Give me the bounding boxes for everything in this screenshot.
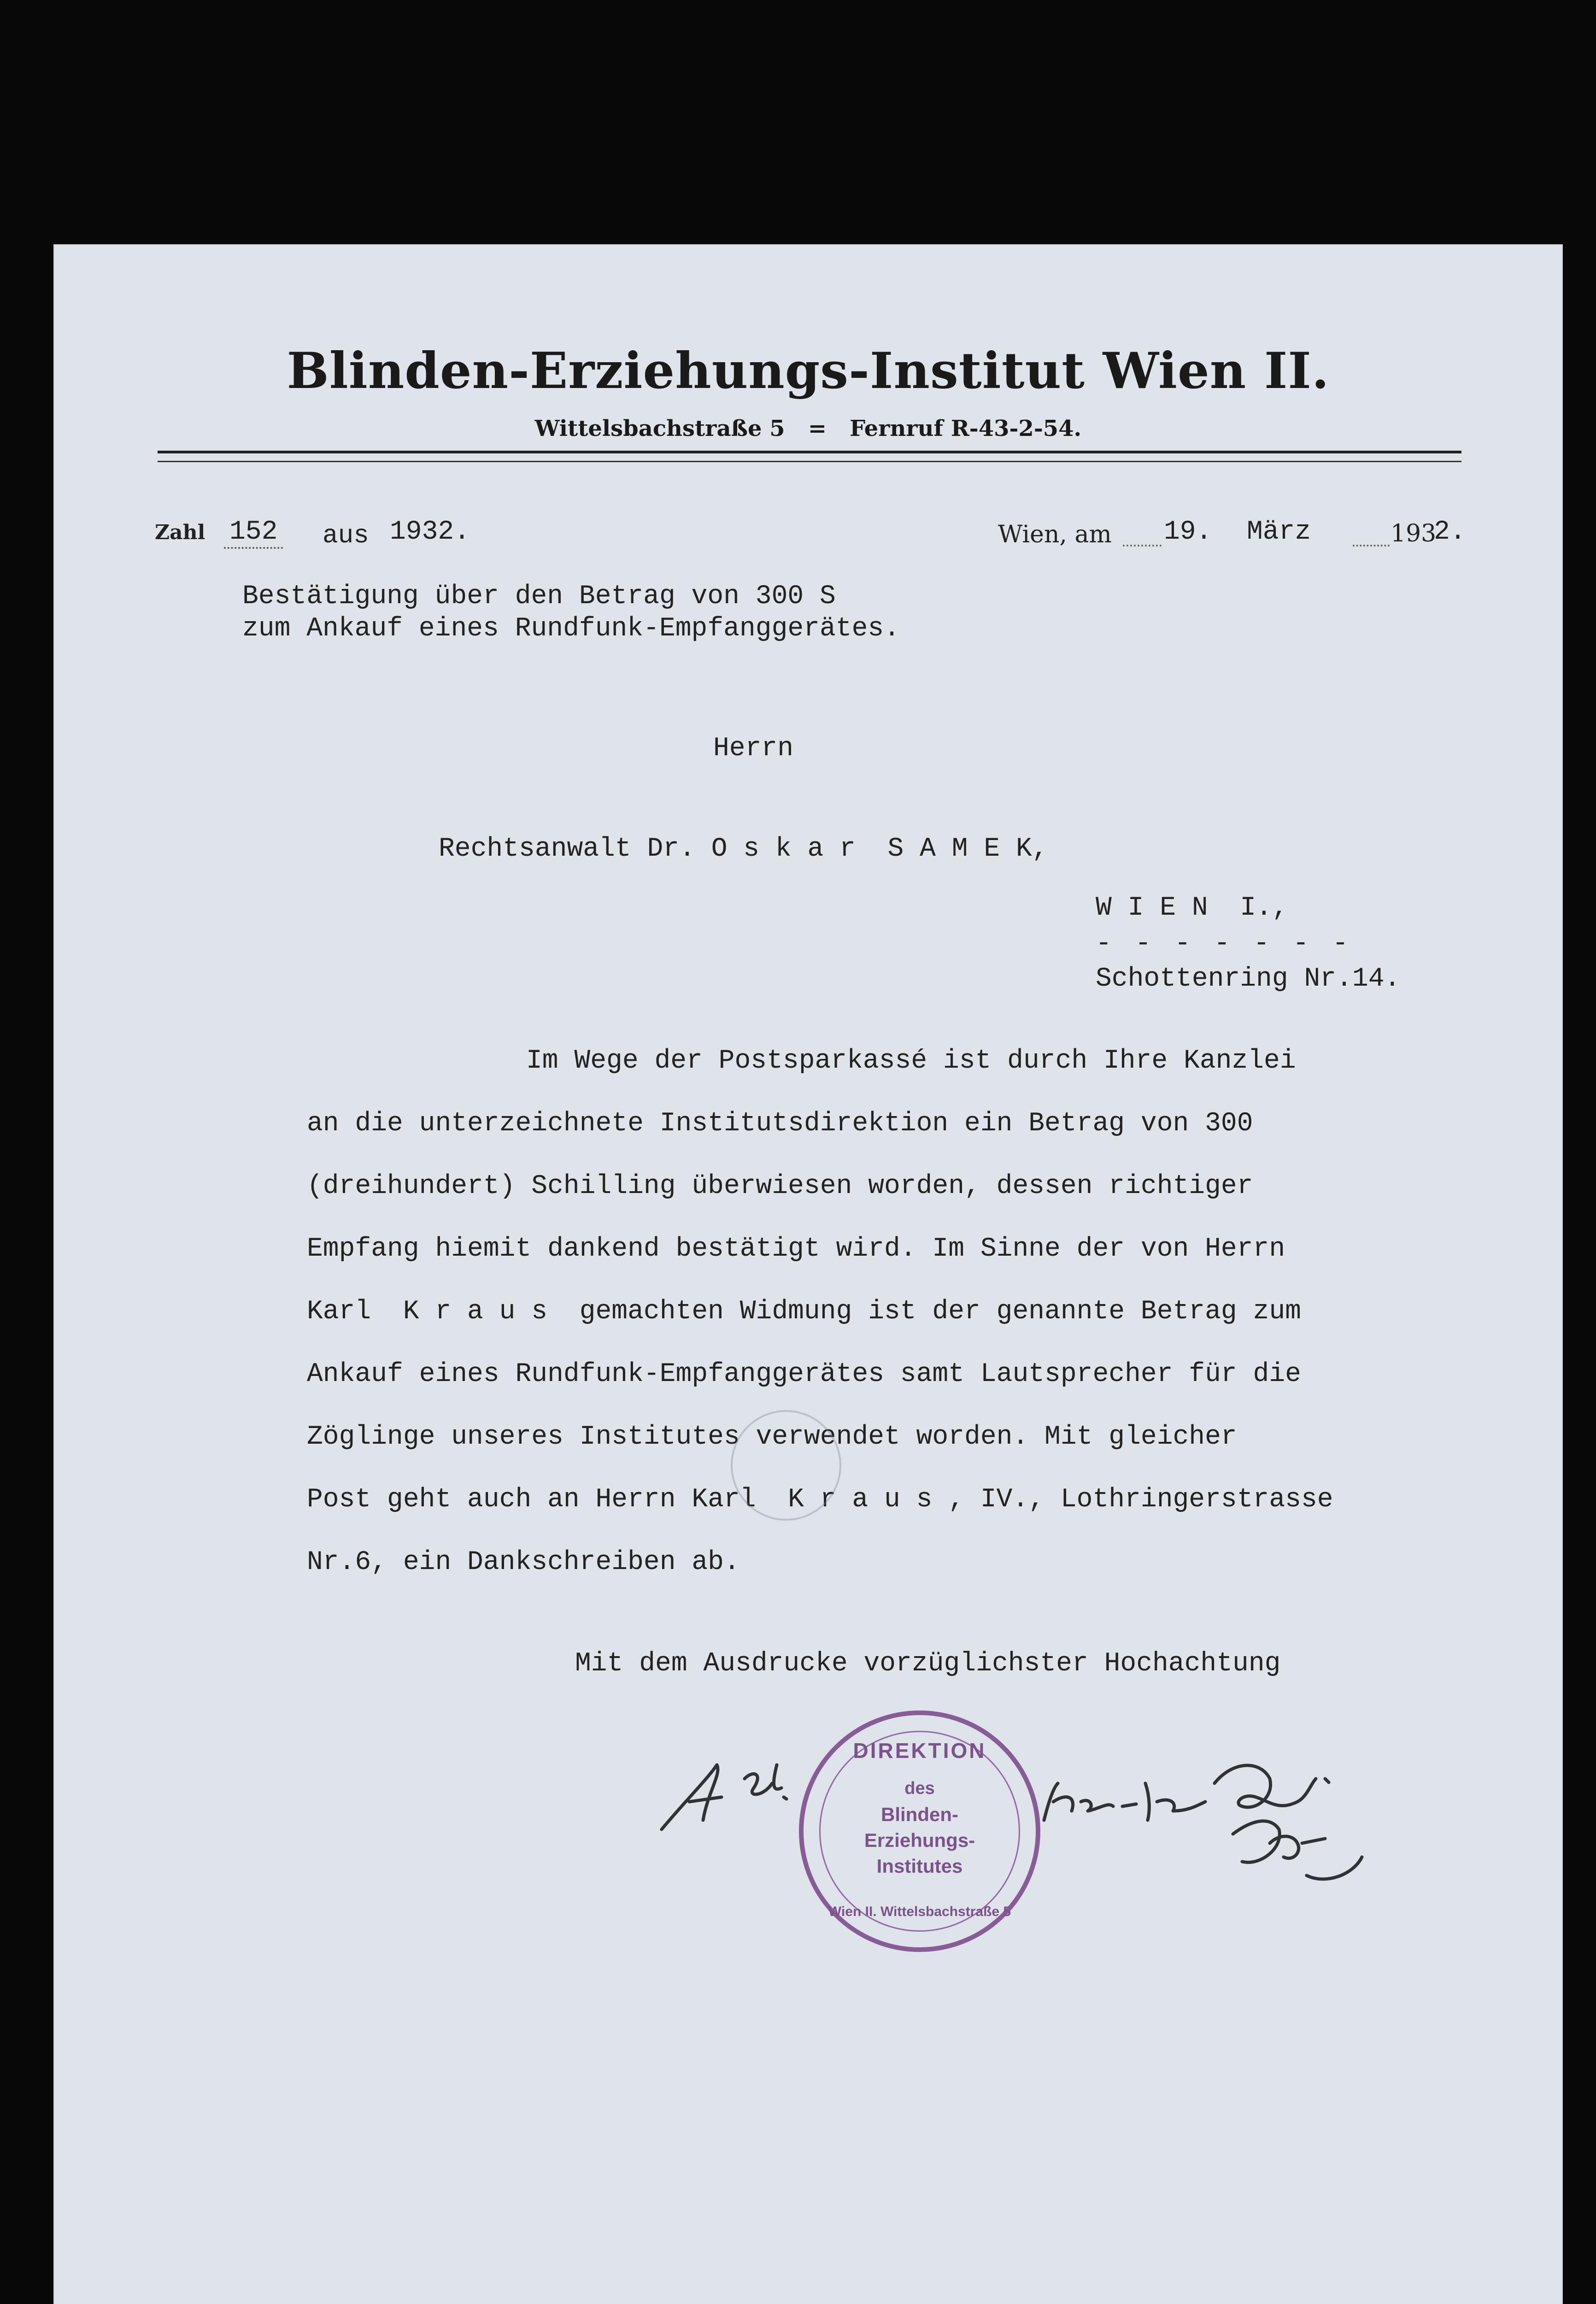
date-year-prefix: 193 — [1391, 520, 1437, 547]
body-line: Empfang hiemit dankend bestätigt wird. Im Sinne der von Herrn — [307, 1234, 1285, 1264]
recipient-city-underline: - - - - - - - — [1096, 929, 1352, 959]
stamp-top-text: DIREKTION — [853, 1739, 986, 1763]
signature-left — [662, 1765, 786, 1829]
body-line: Karl K r a u s gemachten Widmung ist der genannte Betrag zum — [307, 1297, 1301, 1327]
body-line: Ankauf eines Rundfunk-Empfanggerätes samt Lautsprecher für die — [307, 1359, 1301, 1389]
stamp-line: des — [904, 1779, 935, 1798]
subject-line-2: zum Ankauf eines Rundfunk-Empfanggerätes. — [242, 614, 900, 644]
body-line: an die unterzeichnete Institutsdirektion ein Betrag von 300 — [307, 1109, 1253, 1139]
stamp-ring-text: Wien II. Wittelsbachstraße 5 — [828, 1904, 1011, 1919]
recipient-street: Schottenring Nr.14. — [1096, 964, 1401, 994]
subject-line-1: Bestätigung über den Betrag von 300 S — [242, 582, 836, 611]
date-year-digit: 2. — [1434, 517, 1466, 547]
stamp-line: Erziehungs- — [864, 1829, 975, 1851]
body-line: Zöglinge unseres Institutes verwendet worden. Mit gleicher — [307, 1422, 1237, 1452]
reference-number: 152 — [224, 517, 283, 549]
recipient-salutation: Herrn — [713, 734, 794, 764]
stamp-line: Blinden- — [881, 1804, 958, 1825]
signature-right-dir — [1233, 1821, 1362, 1879]
letterhead-title: Blinden-Erziehungs-Institut Wien II. — [287, 342, 1330, 400]
date-place: Wien, am — [998, 521, 1112, 548]
handwritten-signatures — [53, 244, 1563, 2304]
reference-year: 1932. — [390, 517, 470, 547]
date-day: 19. — [1164, 517, 1212, 547]
body-line: Post geht auch an Herrn Karl K r a u s , IV., Lothringerstrasse — [307, 1485, 1333, 1515]
letterhead-phone: Fernruf R-43-2-54. — [850, 416, 1082, 441]
recipient-city: W I E N I., — [1096, 893, 1288, 923]
reference-aus: aus — [323, 521, 369, 550]
closing: Mit dem Ausdrucke vorzüglichster Hochachtung — [575, 1649, 1281, 1679]
body-line: Nr.6, ein Dankschreiben ab. — [307, 1547, 740, 1577]
letterhead-separator: = — [792, 416, 842, 441]
body-line: (dreihundert) Schilling überwiesen worden, dessen richtiger — [307, 1171, 1253, 1201]
stamp-line: Institutes — [876, 1855, 963, 1877]
signature-right — [1044, 1765, 1329, 1820]
letterhead-address: Wittelsbachstraße 5 — [534, 416, 785, 441]
recipient-name: Rechtsanwalt Dr. O s k a r S A M E K, — [439, 834, 1048, 864]
letter-sheet — [53, 244, 1563, 2304]
reference-label: Zahl — [155, 521, 205, 544]
body-line: Im Wege der Postsparkassé ist durch Ihre Kanzlei — [526, 1046, 1296, 1076]
date-month: März — [1247, 517, 1311, 547]
